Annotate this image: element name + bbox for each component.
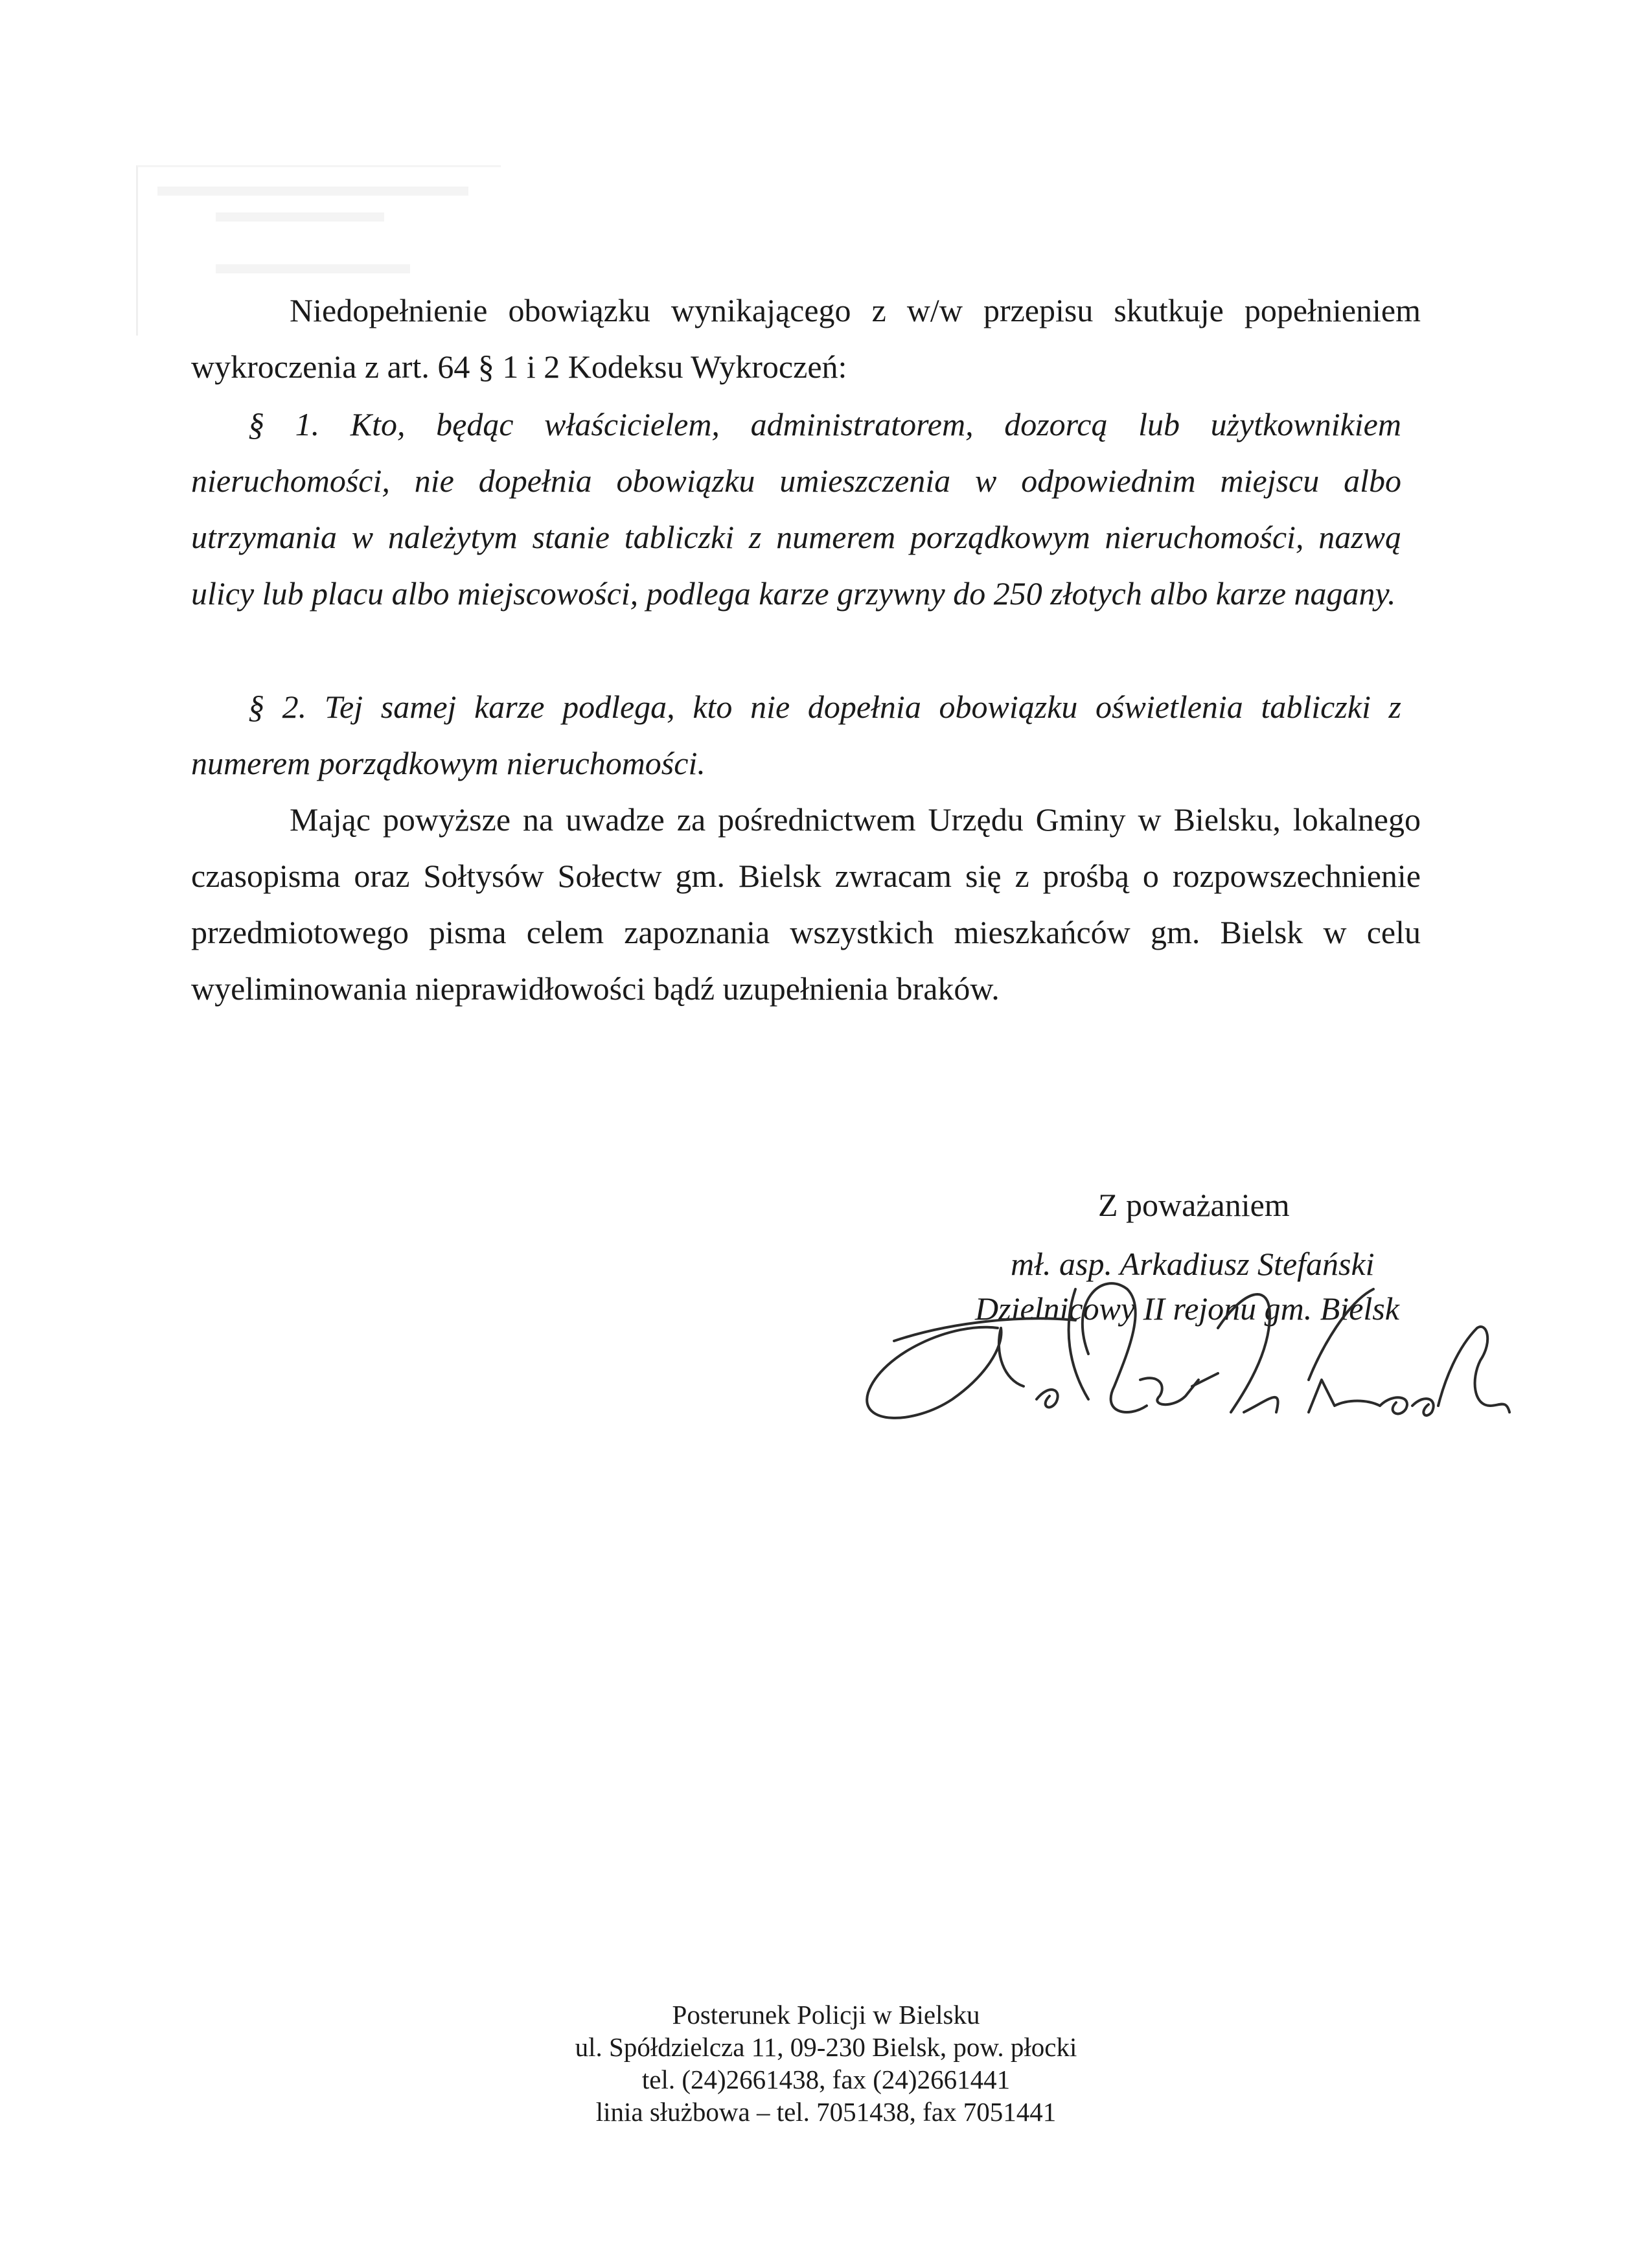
footer-line-4: linia służbowa – tel. 7051438, fax 7051441 [595,2097,1057,2127]
paragraph-1: Niedopełnienie obowiązku wynikającego z w/w przepisu skutkuje popełnieniem wykroczenia z art. 64 § 1 i 2 Kodeksu Wykroczeń: [191,292,1421,385]
closing-salutation: Z poważaniem [1098,1187,1290,1223]
paragraph-2: Mając powyższe na uwadze za pośrednictwem Urzędu Gminy w Bielsku, lokalnego czasopisma oraz Sołtysów Sołectw gm. Bielsk zwracam się z prośbą o rozpowszechnienie przedmiotowego pisma celem zapoznania wszystkich mieszkańców gm. Bielsk w celu wyeliminowania nieprawidłowości bądź uzupełnienia braków. [191,801,1421,1007]
signer-role: Dzielnicowy II rejonu gm. Bielsk [975,1290,1399,1327]
footer-line-3: tel. (24)2661438, fax (24)2661441 [641,2065,1011,2094]
footer-line-1: Posterunek Policji w Bielsku [672,2000,980,2030]
footer-contact [0,1998,1652,2128]
legal-quote-section-2: § 2. Tej samej karze podlega, kto nie dopełnia obowiązku oświetlenia tabliczki z numerem porządkowym nieruchomości. [191,689,1401,781]
footer-line-2: ul. Spółdzielcza 11, 09-230 Bielsk, pow. płocki [575,2032,1077,2062]
handwritten-signature [855,1250,1516,1471]
legal-quote-section-1: § 1. Kto, będąc właścicielem, administratorem, dozorcą lub użytkownikiem nieruchomości, nie dopełnia obowiązku umieszczenia w odpowiednim miejscu albo utrzymania w należytym stanie tabliczki z numerem porządkowym nieruchomości, nazwą ulicy lub placu albo miejscowości, podlega karze grzywny do 250 złotych albo karze nagany. [191,406,1401,612]
signer-name: mł. asp. Arkadiusz Stefański [1011,1246,1375,1282]
